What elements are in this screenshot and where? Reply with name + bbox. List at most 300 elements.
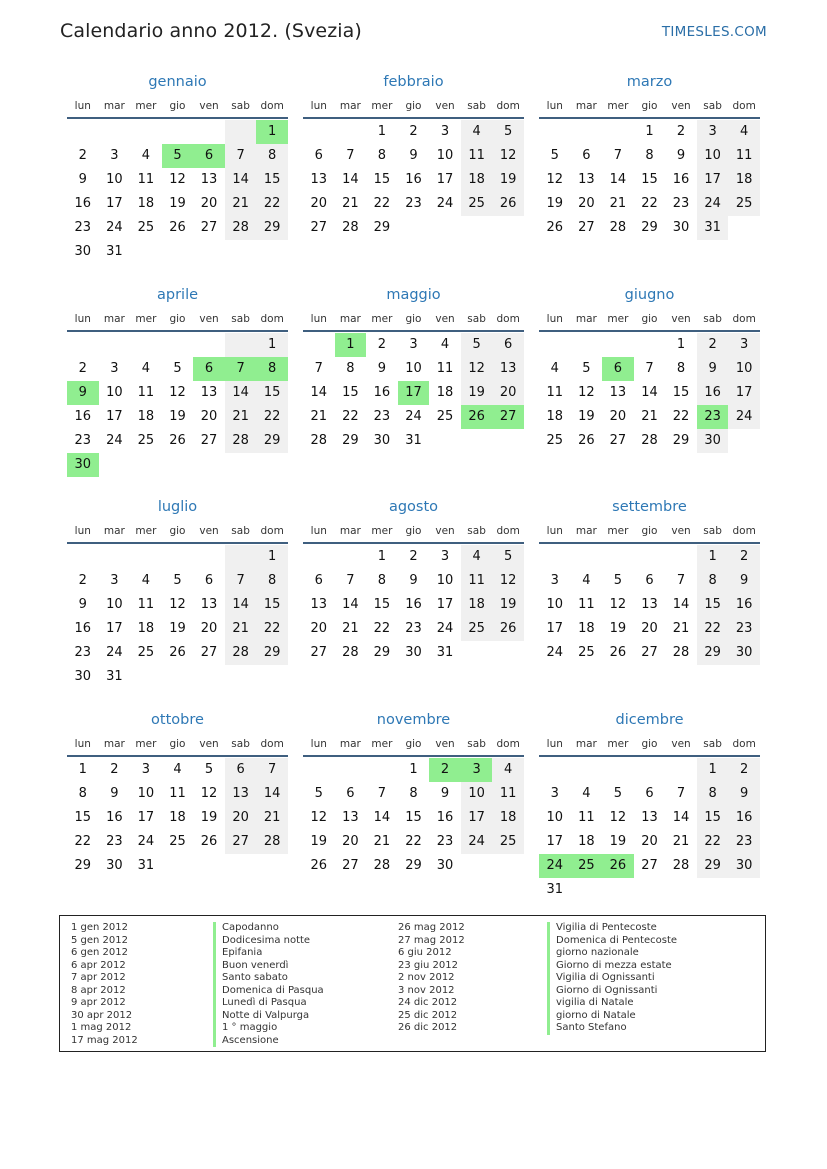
day-cell: 2 [78, 361, 87, 376]
empty-day-cell [130, 665, 162, 689]
weekend-day-cell: 22 [697, 617, 729, 641]
day-cell: 24 [436, 621, 454, 636]
month-title: luglio [157, 499, 198, 515]
holiday-day-cell: 5 [162, 144, 194, 168]
holiday-legend [59, 915, 766, 1052]
empty-day-cell [335, 545, 367, 569]
empty-day-cell [225, 333, 257, 357]
weekday-label: sab [231, 738, 250, 750]
weekday-label: dom [496, 100, 520, 112]
legend-dates-col-1 [71, 922, 138, 1047]
weekend-day-cell: 20 [492, 381, 524, 405]
holiday-day-cell: 6 [193, 144, 225, 168]
weekend-day-cell: 5 [461, 333, 493, 357]
day-cell: 6 [582, 148, 591, 163]
holiday-name: Lunedì di Pasqua [213, 997, 324, 1010]
day-cell: 31 [405, 433, 422, 448]
weekday-header [67, 98, 288, 116]
weekday-label: lun [74, 313, 91, 325]
day-cell: 7 [676, 786, 686, 801]
day-cell: 16 [106, 810, 123, 825]
day-cell: 23 [373, 409, 391, 424]
day-cell: 3 [550, 573, 559, 588]
day-cell: 22 [405, 834, 422, 849]
weekday-label: dom [260, 313, 284, 325]
empty-day-cell [130, 545, 162, 569]
empty-day-cell [256, 854, 288, 878]
month-title: agosto [388, 499, 439, 515]
empty-day-cell [492, 854, 524, 878]
day-cell: 18 [436, 385, 454, 400]
day-cell: 10 [546, 597, 564, 612]
empty-day-cell [67, 120, 99, 144]
weekend-day-cell: 10 [728, 357, 760, 381]
empty-day-cell [429, 429, 461, 453]
day-cell: 29 [641, 220, 658, 235]
day-cell: 22 [373, 621, 391, 636]
weekend-day-cell: 4 [461, 545, 493, 569]
day-cell: 1 [377, 124, 387, 139]
brand-link[interactable]: TIMESLES.COM [661, 24, 767, 40]
day-cell: 4 [141, 573, 151, 588]
weekend-day-cell: 4 [728, 120, 760, 144]
day-cell: 24 [106, 645, 123, 660]
day-cell: 15 [342, 385, 359, 400]
day-cell: 16 [373, 385, 391, 400]
day-cell: 15 [641, 172, 658, 187]
month-title: febbraio [383, 74, 444, 90]
header-divider [303, 542, 524, 544]
weekend-day-cell: 17 [461, 806, 493, 830]
day-cell: 18 [578, 621, 595, 636]
day-cell: 28 [342, 220, 359, 235]
weekend-day-cell: 5 [492, 120, 524, 144]
month-agosto [303, 497, 524, 665]
day-cell: 17 [106, 621, 123, 636]
weekday-header [303, 98, 524, 116]
weekday-label: lun [310, 313, 327, 325]
day-cell: 22 [74, 834, 92, 849]
day-cell: 7 [613, 148, 623, 163]
empty-day-cell [193, 120, 225, 144]
holiday-day-cell: 6 [193, 357, 225, 381]
day-cell: 2 [78, 573, 87, 588]
holiday-date: 1 gen 2012 [71, 922, 129, 933]
weekday-label: lun [74, 525, 91, 537]
day-cell: 17 [436, 172, 454, 187]
day-cell: 8 [346, 361, 355, 376]
day-cell: 29 [373, 645, 391, 660]
legend-names-col-2 [547, 922, 677, 1035]
weekday-label: gio [405, 525, 422, 537]
holiday-day-cell: 8 [256, 357, 288, 381]
weekday-label: lun [310, 525, 327, 537]
day-cell: 8 [645, 148, 654, 163]
day-grid [303, 758, 524, 878]
day-cell: 7 [346, 573, 355, 588]
weekday-label: gio [641, 100, 658, 112]
day-cell: 30 [672, 220, 690, 235]
empty-day-cell [99, 453, 131, 477]
day-cell: 6 [645, 573, 654, 588]
holiday-name: Notte di Valpurga [213, 1010, 324, 1023]
holiday-day-cell: 3 [461, 758, 493, 782]
day-cell: 24 [106, 220, 123, 235]
day-cell: 13 [200, 172, 218, 187]
day-cell: 20 [342, 834, 359, 849]
day-cell: 21 [373, 834, 391, 849]
weekend-day-cell: 6 [225, 758, 257, 782]
empty-day-cell [130, 333, 162, 357]
day-cell: 20 [578, 196, 595, 211]
day-cell: 3 [110, 361, 119, 376]
month-maggio [303, 285, 524, 453]
weekday-label: ven [435, 525, 455, 537]
holiday-day-cell: 17 [398, 381, 430, 405]
day-cell: 6 [204, 573, 214, 588]
empty-day-cell [461, 216, 493, 240]
weekend-day-cell: 7 [225, 144, 257, 168]
weekday-label: mer [607, 738, 629, 750]
weekend-day-cell: 16 [728, 593, 760, 617]
day-cell: 19 [609, 621, 627, 636]
weekday-label: sab [703, 738, 722, 750]
day-cell: 2 [78, 148, 87, 163]
weekday-label: mar [103, 313, 125, 325]
holiday-date: 6 giu 2012 [398, 947, 452, 958]
day-cell: 5 [173, 361, 182, 376]
weekend-day-cell: 1 [697, 545, 729, 569]
weekend-day-cell: 30 [728, 641, 760, 665]
day-cell: 20 [200, 409, 218, 424]
weekday-label: mer [135, 738, 157, 750]
empty-day-cell [193, 333, 225, 357]
day-cell: 4 [582, 786, 591, 801]
weekday-label: mar [339, 525, 361, 537]
day-cell: 19 [609, 834, 627, 849]
day-cell: 19 [310, 834, 328, 849]
day-cell: 4 [550, 361, 559, 376]
day-cell: 13 [200, 385, 218, 400]
month-title: giugno [624, 287, 675, 303]
weekend-day-cell: 29 [256, 429, 288, 453]
day-cell: 11 [169, 786, 186, 801]
day-cell: 12 [169, 597, 186, 612]
holiday-date: 6 apr 2012 [71, 959, 126, 971]
day-cell: 31 [546, 882, 564, 897]
day-cell: 9 [110, 786, 119, 801]
day-cell: 27 [200, 433, 218, 448]
month-title: settembre [612, 499, 687, 515]
day-cell: 24 [137, 834, 155, 849]
weekend-day-cell: 29 [697, 854, 729, 878]
month-aprile [67, 285, 288, 477]
header-divider [67, 542, 288, 544]
day-cell: 19 [169, 621, 186, 636]
month-title: marzo [626, 74, 673, 90]
weekend-day-cell: 15 [256, 593, 288, 617]
day-cell: 17 [137, 810, 155, 825]
weekend-day-cell: 10 [461, 782, 493, 806]
day-cell: 7 [377, 786, 387, 801]
day-cell: 17 [436, 597, 454, 612]
holiday-date: 7 apr 2012 [71, 972, 126, 983]
day-cell: 31 [137, 858, 155, 873]
day-cell: 23 [74, 645, 92, 660]
empty-day-cell [193, 854, 225, 878]
day-cell: 27 [578, 220, 595, 235]
empty-day-cell [602, 878, 634, 902]
weekday-label: dom [260, 525, 284, 537]
day-cell: 11 [578, 810, 595, 825]
weekday-label: sab [703, 525, 722, 537]
day-cell: 25 [137, 645, 155, 660]
empty-day-cell [492, 429, 524, 453]
day-cell: 6 [314, 573, 323, 588]
empty-day-cell [366, 758, 398, 782]
holiday-date: 6 gen 2012 [71, 947, 129, 958]
day-cell: 27 [342, 858, 359, 873]
holiday-name: Domenica di Pasqua [213, 985, 324, 998]
header-divider [539, 542, 760, 544]
empty-day-cell [634, 333, 666, 357]
day-cell: 13 [641, 597, 658, 612]
day-cell: 12 [578, 385, 595, 400]
day-cell: 3 [141, 762, 151, 777]
day-cell: 4 [141, 361, 151, 376]
month-marzo [539, 72, 760, 240]
holiday-day-cell: 23 [697, 405, 729, 429]
day-cell: 25 [578, 645, 595, 660]
weekday-label: mar [339, 738, 361, 750]
day-cell: 10 [405, 361, 422, 376]
day-cell: 26 [546, 220, 564, 235]
day-cell: 16 [74, 409, 92, 424]
day-cell: 26 [169, 220, 186, 235]
weekday-label: mar [103, 525, 125, 537]
day-cell: 25 [137, 433, 155, 448]
weekday-label: gio [641, 738, 658, 750]
weekday-label: ven [199, 738, 219, 750]
weekend-day-cell: 6 [492, 333, 524, 357]
weekend-day-cell: 21 [225, 192, 257, 216]
empty-day-cell [461, 854, 493, 878]
holiday-date: 26 dic 2012 [398, 1022, 458, 1033]
day-cell: 10 [106, 172, 123, 187]
empty-day-cell [193, 453, 225, 477]
weekend-day-cell: 27 [225, 830, 257, 854]
weekend-day-cell: 23 [728, 830, 760, 854]
weekend-day-cell: 13 [492, 357, 524, 381]
weekday-label: sab [231, 313, 250, 325]
weekday-header [303, 523, 524, 541]
day-cell: 27 [310, 220, 328, 235]
day-cell: 24 [436, 196, 454, 211]
day-cell: 13 [310, 172, 328, 187]
empty-day-cell [162, 453, 194, 477]
day-cell: 16 [74, 196, 92, 211]
day-cell: 8 [377, 573, 387, 588]
day-cell: 21 [609, 196, 627, 211]
empty-day-cell [571, 545, 603, 569]
header-divider [303, 330, 524, 332]
header-divider [67, 330, 288, 332]
day-cell: 21 [672, 834, 690, 849]
day-grid [67, 120, 288, 264]
day-cell: 19 [200, 810, 218, 825]
day-cell: 2 [409, 124, 418, 139]
weekend-day-cell: 12 [492, 144, 524, 168]
weekend-day-cell: 8 [697, 782, 729, 806]
day-cell: 31 [106, 669, 123, 684]
weekend-day-cell: 21 [256, 806, 288, 830]
weekday-header [303, 311, 524, 329]
day-cell: 24 [106, 433, 123, 448]
empty-day-cell [303, 758, 335, 782]
day-cell: 5 [550, 148, 559, 163]
empty-day-cell [335, 758, 367, 782]
weekday-header [539, 311, 760, 329]
empty-day-cell [162, 545, 194, 569]
day-cell: 26 [200, 834, 218, 849]
weekday-label: mar [575, 313, 597, 325]
day-cell: 9 [377, 361, 387, 376]
day-cell: 22 [672, 409, 690, 424]
weekend-day-cell: 26 [492, 617, 524, 641]
day-cell: 6 [346, 786, 355, 801]
weekend-day-cell: 25 [492, 830, 524, 854]
weekend-day-cell: 1 [256, 333, 288, 357]
empty-day-cell [728, 216, 760, 240]
weekday-label: sab [231, 100, 250, 112]
day-cell: 28 [310, 433, 328, 448]
day-cell: 10 [546, 810, 564, 825]
day-cell: 9 [676, 148, 686, 163]
day-cell: 5 [613, 573, 623, 588]
day-cell: 4 [173, 762, 182, 777]
weekend-day-cell: 29 [697, 641, 729, 665]
empty-day-cell [162, 854, 194, 878]
weekday-label: mer [607, 100, 629, 112]
day-cell: 5 [173, 573, 182, 588]
empty-day-cell [571, 120, 603, 144]
day-cell: 18 [546, 409, 564, 424]
holiday-name: giorno nazionale [547, 947, 677, 960]
weekday-label: dom [260, 738, 284, 750]
day-cell: 20 [310, 196, 328, 211]
month-title: novembre [376, 712, 451, 728]
weekday-label: dom [496, 313, 520, 325]
day-cell: 13 [200, 597, 218, 612]
day-cell: 30 [106, 858, 123, 873]
weekday-label: ven [435, 738, 455, 750]
day-cell: 22 [641, 196, 658, 211]
holiday-date: 3 nov 2012 [398, 984, 455, 996]
weekday-header [539, 523, 760, 541]
empty-day-cell [461, 641, 493, 665]
weekday-label: gio [405, 100, 422, 112]
day-cell: 13 [310, 597, 328, 612]
weekend-day-cell: 22 [256, 617, 288, 641]
empty-day-cell [429, 216, 461, 240]
holiday-date: 30 apr 2012 [71, 1009, 133, 1021]
weekday-label: dom [496, 738, 520, 750]
day-cell: 17 [106, 196, 123, 211]
day-cell: 29 [405, 858, 422, 873]
weekday-label: lun [74, 738, 91, 750]
weekend-day-cell: 5 [492, 545, 524, 569]
empty-day-cell [398, 216, 430, 240]
holiday-day-cell: 9 [67, 381, 99, 405]
day-cell: 22 [373, 196, 391, 211]
holiday-date: 1 mag 2012 [71, 1022, 132, 1033]
empty-day-cell [492, 216, 524, 240]
day-cell: 1 [645, 124, 654, 139]
day-cell: 14 [672, 597, 690, 612]
empty-day-cell [162, 240, 194, 264]
empty-day-cell [225, 240, 257, 264]
day-cell: 13 [342, 810, 359, 825]
day-cell: 3 [110, 573, 119, 588]
weekday-label: lun [310, 100, 327, 112]
weekend-day-cell: 24 [461, 830, 493, 854]
weekend-day-cell: 15 [697, 593, 729, 617]
day-cell: 30 [74, 669, 92, 684]
holiday-date: 26 mag 2012 [398, 922, 465, 933]
day-cell: 26 [578, 433, 595, 448]
weekend-day-cell: 29 [256, 216, 288, 240]
weekday-label: sab [703, 313, 722, 325]
day-cell: 20 [609, 409, 627, 424]
empty-day-cell [193, 665, 225, 689]
empty-day-cell [67, 545, 99, 569]
empty-day-cell [728, 429, 760, 453]
day-cell: 10 [106, 597, 123, 612]
day-cell: 20 [310, 621, 328, 636]
day-cell: 15 [373, 172, 391, 187]
empty-day-cell [162, 333, 194, 357]
day-cell: 3 [110, 148, 119, 163]
empty-day-cell [634, 545, 666, 569]
day-cell: 14 [609, 172, 627, 187]
weekday-label: mer [371, 100, 393, 112]
weekday-label: lun [546, 100, 563, 112]
weekend-day-cell: 10 [697, 144, 729, 168]
weekend-day-cell: 7 [256, 758, 288, 782]
day-cell: 1 [78, 762, 87, 777]
weekday-header [539, 98, 760, 116]
empty-day-cell [99, 545, 131, 569]
weekday-label: lun [546, 738, 563, 750]
day-cell: 30 [405, 645, 422, 660]
holiday-name: Santo sabato [213, 972, 324, 985]
weekday-label: gio [405, 313, 422, 325]
empty-day-cell [99, 120, 131, 144]
day-cell: 8 [78, 786, 87, 801]
day-cell: 12 [169, 385, 186, 400]
day-cell: 12 [609, 597, 627, 612]
weekend-day-cell: 12 [492, 569, 524, 593]
holiday-name: Giorno di Ognissanti [547, 985, 677, 998]
empty-day-cell [665, 878, 697, 902]
legend-names-col-1 [213, 922, 324, 1047]
weekday-label: ven [671, 313, 691, 325]
day-cell: 21 [310, 409, 328, 424]
empty-day-cell [130, 453, 162, 477]
weekend-day-cell: 24 [697, 192, 729, 216]
empty-day-cell [697, 878, 729, 902]
day-cell: 12 [609, 810, 627, 825]
